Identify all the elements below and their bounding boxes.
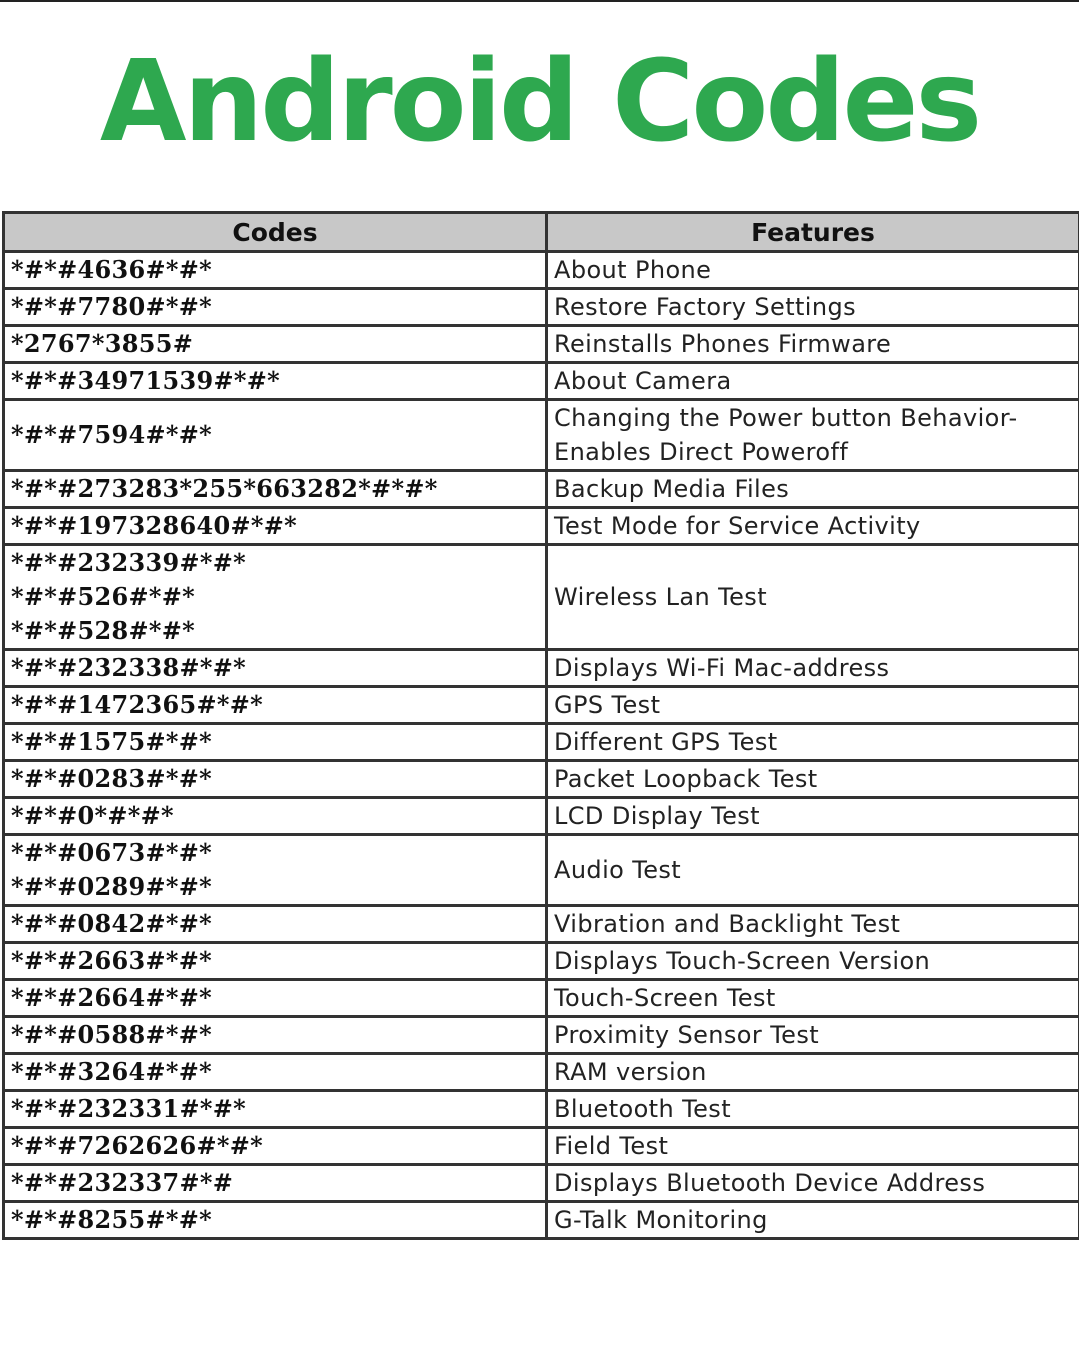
feature-text: Test Mode for Service Activity	[554, 512, 921, 540]
table-row	[4, 650, 1079, 687]
table-row	[4, 1128, 1079, 1165]
table-row	[4, 687, 1079, 724]
code-text: *#*#3264#*#*	[11, 1057, 213, 1086]
code-cell	[4, 1054, 547, 1091]
feature-text: Proximity Sensor Test	[554, 1021, 820, 1049]
table-row	[4, 1091, 1079, 1128]
code-text: *#*#0289#*#*	[11, 872, 213, 901]
feature-text: Touch-Screen Test	[554, 984, 776, 1012]
feature-text: G-Talk Monitoring	[554, 1206, 768, 1234]
code-text: *#*#0842#*#*	[11, 909, 213, 938]
feature-cell	[547, 1202, 1079, 1239]
feature-cell	[547, 687, 1079, 724]
code-text: *#*#528#*#*	[11, 616, 196, 645]
feature-text: Restore Factory Settings	[554, 293, 857, 321]
feature-text: About Phone	[554, 256, 712, 284]
code-text: *#*#0588#*#*	[11, 1020, 213, 1049]
code-cell	[4, 798, 547, 835]
code-text: *#*#232337#*#	[11, 1168, 234, 1197]
table-row	[4, 798, 1079, 835]
feature-cell	[547, 363, 1079, 400]
code-cell	[4, 761, 547, 798]
feature-text: Enables Direct Poweroff	[554, 438, 849, 466]
table-row	[4, 508, 1079, 545]
column-header-codes: Codes	[4, 213, 547, 252]
feature-cell	[547, 761, 1079, 798]
code-cell	[4, 650, 547, 687]
table-row	[4, 363, 1079, 400]
code-text: *2767*3855#	[11, 329, 194, 358]
table-body	[4, 252, 1079, 1239]
code-cell	[4, 1202, 547, 1239]
code-cell	[4, 289, 547, 326]
code-text: *#*#232331#*#*	[11, 1094, 247, 1123]
code-cell	[4, 1165, 547, 1202]
feature-cell	[547, 1017, 1079, 1054]
code-text: *#*#7594#*#*	[11, 420, 213, 449]
feature-text: Wireless Lan Test	[554, 583, 768, 611]
code-cell	[4, 326, 547, 363]
code-cell	[4, 980, 547, 1017]
feature-cell	[547, 906, 1079, 943]
feature-text: Different GPS Test	[554, 728, 778, 756]
feature-text: Field Test	[554, 1132, 669, 1160]
table-row	[4, 1054, 1079, 1091]
feature-cell	[547, 1165, 1079, 1202]
code-cell	[4, 687, 547, 724]
table-row	[4, 400, 1079, 471]
feature-cell	[547, 1054, 1079, 1091]
code-text: *#*#526#*#*	[11, 582, 196, 611]
feature-text: LCD Display Test	[554, 802, 760, 830]
code-cell	[4, 471, 547, 508]
feature-text: Displays Touch-Screen Version	[554, 947, 931, 975]
feature-text: About Camera	[554, 367, 732, 395]
code-cell	[4, 1128, 547, 1165]
feature-cell	[547, 650, 1079, 687]
column-header-features: Features	[547, 213, 1079, 252]
feature-cell	[547, 724, 1079, 761]
table-row	[4, 906, 1079, 943]
code-cell	[4, 400, 547, 471]
table-row	[4, 1165, 1079, 1202]
table-row	[4, 471, 1079, 508]
top-rule	[0, 0, 1079, 2]
feature-text: Changing the Power button Behavior-	[554, 404, 1018, 432]
code-text: *#*#7780#*#*	[11, 292, 213, 321]
feature-cell	[547, 798, 1079, 835]
table-row	[4, 289, 1079, 326]
code-text: *#*#2664#*#*	[11, 983, 213, 1012]
feature-cell	[547, 545, 1079, 650]
code-cell	[4, 906, 547, 943]
table-row	[4, 980, 1079, 1017]
table-header-row	[4, 213, 1079, 252]
code-text: *#*#7262626#*#*	[11, 1131, 264, 1160]
code-text: *#*#0283#*#*	[11, 764, 213, 793]
table-row	[4, 724, 1079, 761]
code-text: *#*#0673#*#*	[11, 838, 213, 867]
code-cell	[4, 943, 547, 980]
code-text: *#*#8255#*#*	[11, 1205, 213, 1234]
codes-table	[2, 211, 1079, 1240]
table-row	[4, 252, 1079, 289]
feature-text: RAM version	[554, 1058, 707, 1086]
feature-cell	[547, 835, 1079, 906]
feature-text: Packet Loopback Test	[554, 765, 818, 793]
feature-text: Backup Media Files	[554, 475, 790, 503]
table-row	[4, 545, 1079, 650]
feature-text: Displays Bluetooth Device Address	[554, 1169, 986, 1197]
feature-text: GPS Test	[554, 691, 661, 719]
feature-text: Audio Test	[554, 856, 682, 884]
table-row	[4, 761, 1079, 798]
code-text: *#*#232338#*#*	[11, 653, 247, 682]
table-row	[4, 943, 1079, 980]
table-row	[4, 1017, 1079, 1054]
feature-cell	[547, 289, 1079, 326]
feature-text: Vibration and Backlight Test	[554, 910, 901, 938]
feature-cell	[547, 400, 1079, 471]
code-cell	[4, 1091, 547, 1128]
table-row	[4, 835, 1079, 906]
code-text: *#*#4636#*#*	[11, 255, 213, 284]
code-text: *#*#1472365#*#*	[11, 690, 264, 719]
code-text: *#*#197328640#*#*	[11, 511, 298, 540]
feature-cell	[547, 508, 1079, 545]
code-cell	[4, 724, 547, 761]
table-row	[4, 1202, 1079, 1239]
code-cell	[4, 252, 547, 289]
code-text: *#*#34971539#*#*	[11, 366, 281, 395]
page-title: Android Codes	[99, 37, 980, 167]
feature-cell	[547, 471, 1079, 508]
code-cell	[4, 363, 547, 400]
feature-cell	[547, 1091, 1079, 1128]
feature-cell	[547, 326, 1079, 363]
code-text: *#*#232339#*#*	[11, 548, 247, 577]
feature-cell	[547, 943, 1079, 980]
feature-text: Bluetooth Test	[554, 1095, 731, 1123]
feature-cell	[547, 252, 1079, 289]
feature-text: Reinstalls Phones Firmware	[554, 330, 892, 358]
code-text: *#*#273283*255*663282*#*#*	[11, 474, 438, 503]
feature-cell	[547, 980, 1079, 1017]
code-text: *#*#2663#*#*	[11, 946, 213, 975]
code-text: *#*#0*#*#*	[11, 801, 174, 830]
code-cell	[4, 835, 547, 906]
feature-text: Displays Wi-Fi Mac-address	[554, 654, 890, 682]
feature-cell	[547, 1128, 1079, 1165]
table-row	[4, 326, 1079, 363]
code-cell	[4, 545, 547, 650]
code-text: *#*#1575#*#*	[11, 727, 213, 756]
code-cell	[4, 508, 547, 545]
code-cell	[4, 1017, 547, 1054]
